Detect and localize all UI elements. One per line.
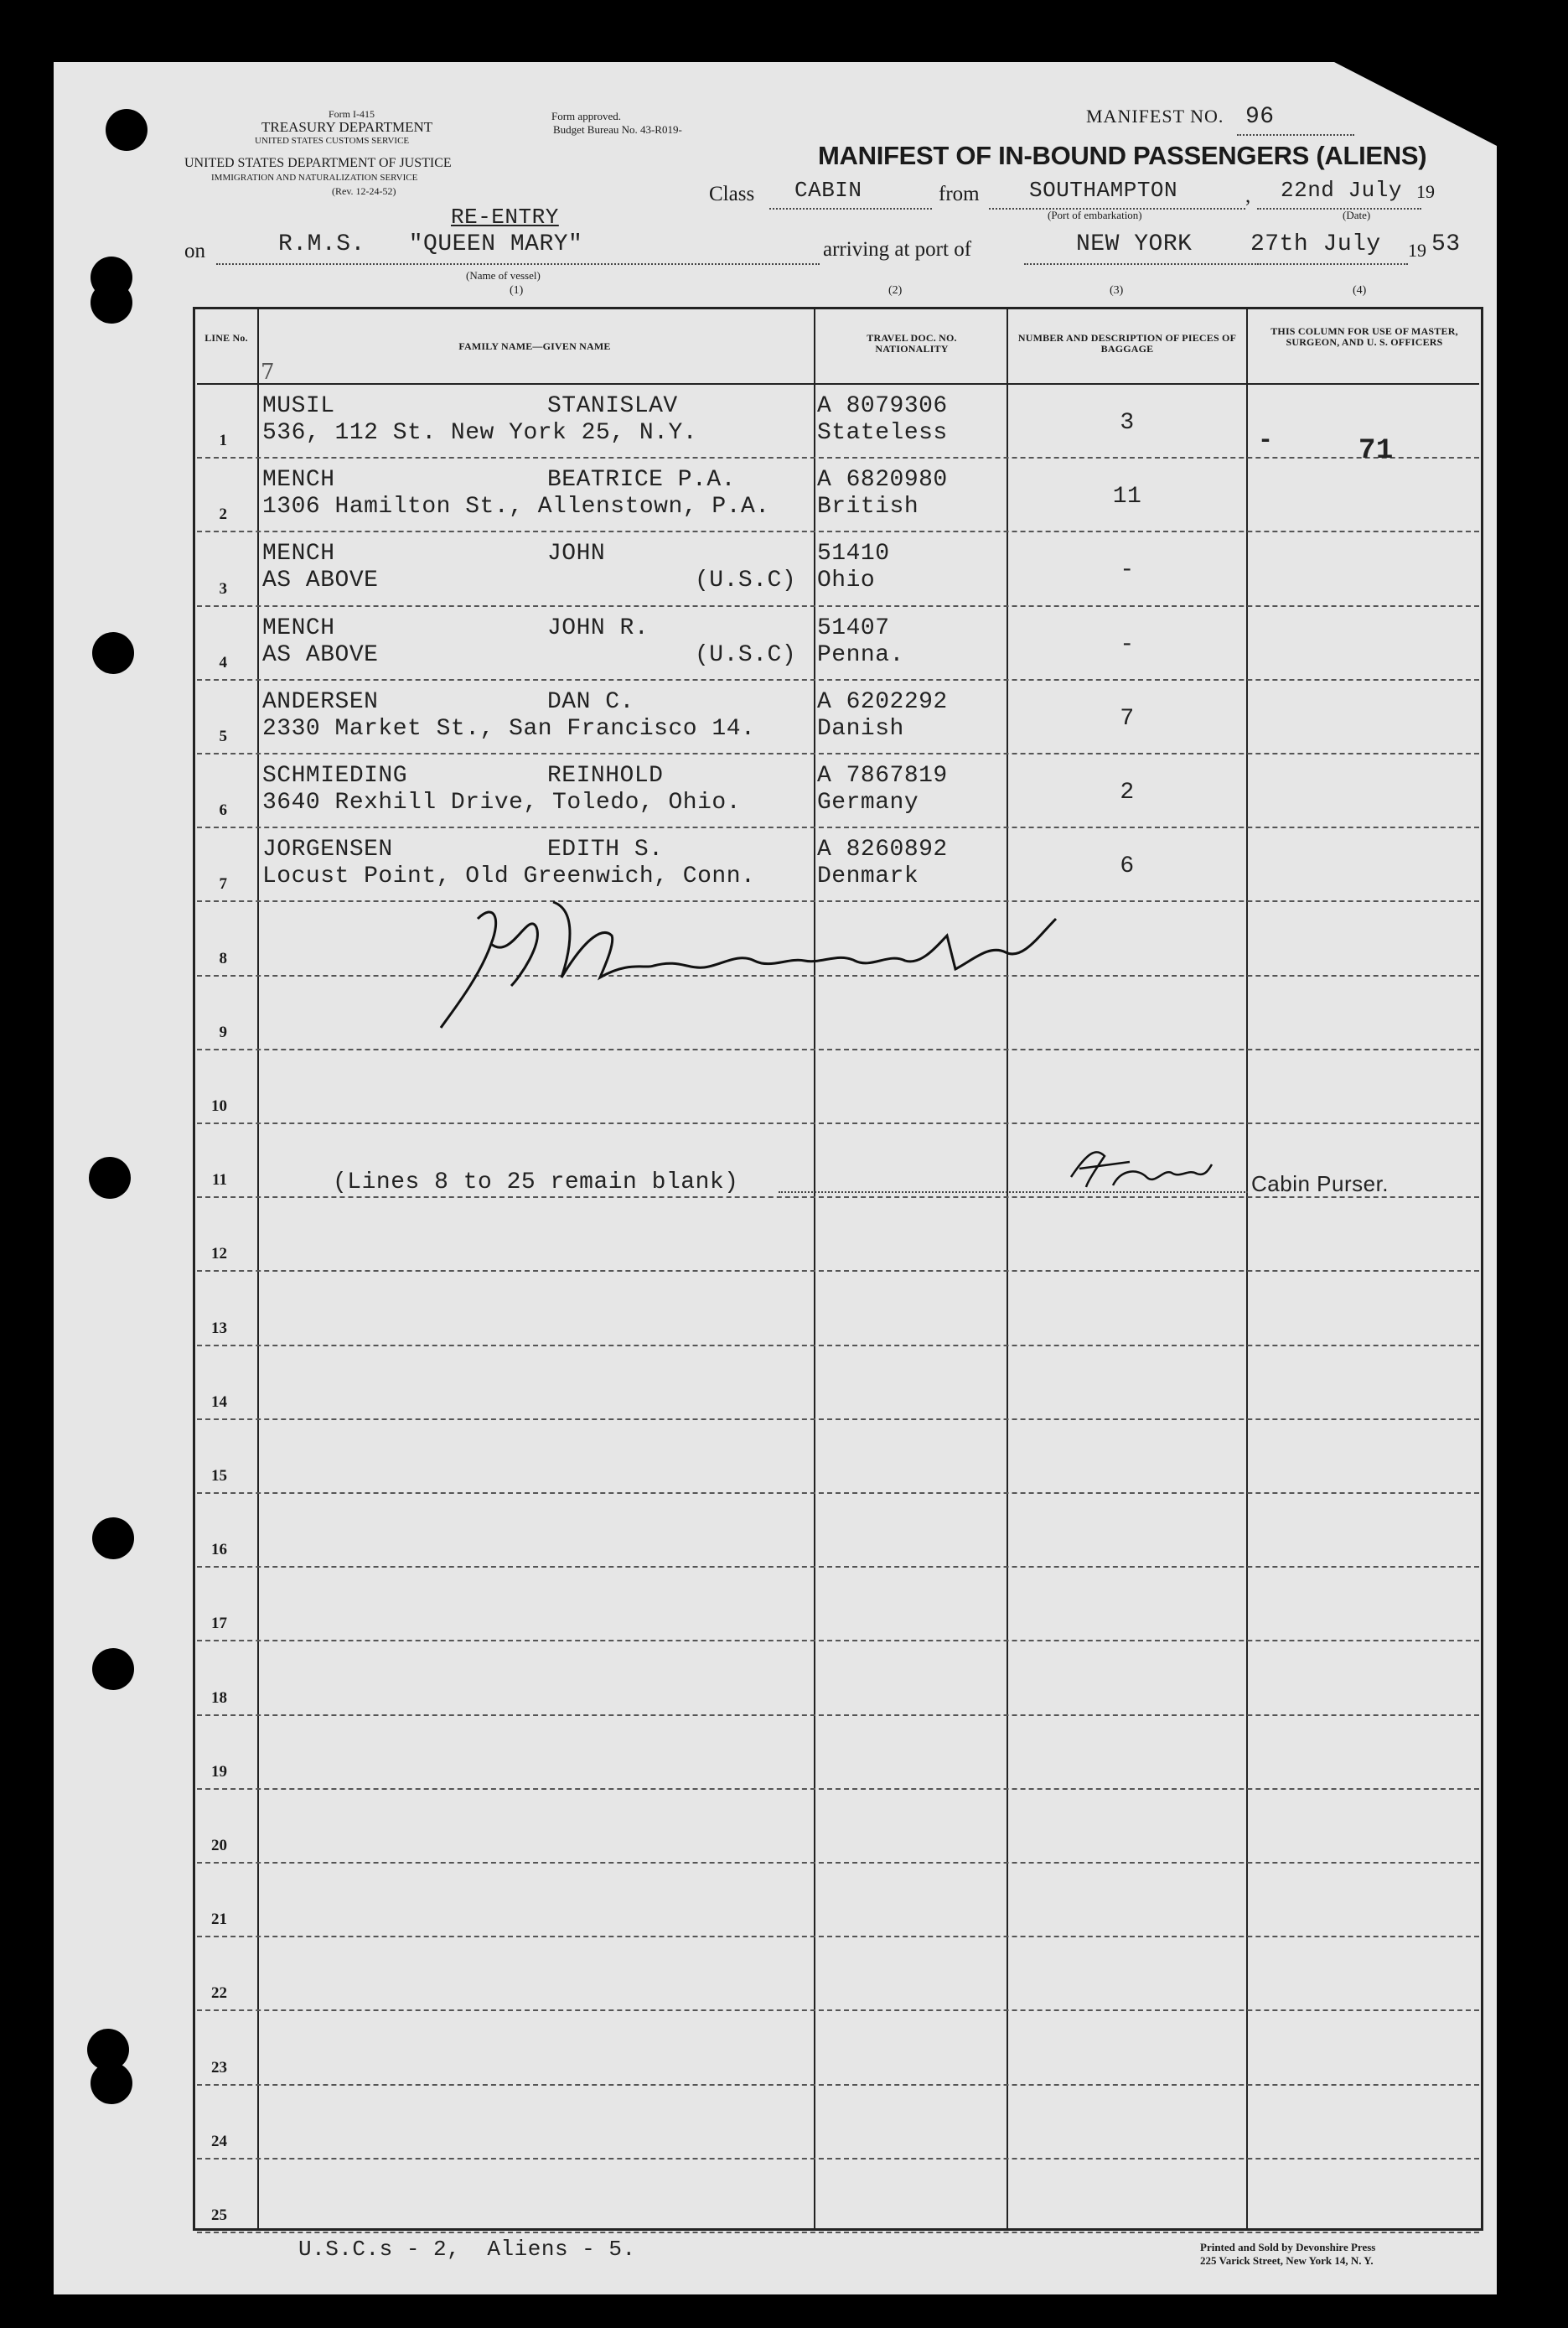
- form-number: Form I-415: [329, 108, 375, 120]
- embarkation-port: SOUTHAMPTON: [1029, 178, 1178, 203]
- from-label: from: [939, 183, 980, 205]
- line-number: 4: [219, 653, 227, 671]
- line-number: 23: [211, 2058, 227, 2077]
- treasury-department: TREASURY DEPARTMENT: [261, 119, 433, 135]
- line-number: 10: [211, 1097, 227, 1115]
- passenger-given-name: REINHOLD: [547, 763, 664, 789]
- class-label: Class: [709, 183, 755, 205]
- vessel-caption: (Name of vessel): [466, 269, 541, 282]
- officer-note-number: 71: [1358, 435, 1394, 467]
- line-number: 22: [211, 1984, 227, 2003]
- nationality: Danish: [817, 715, 904, 742]
- purser-label: Cabin Purser.: [1251, 1171, 1389, 1196]
- arrival-year-prefix: 19: [1408, 240, 1426, 261]
- passenger-family-name: MENCH: [262, 467, 335, 494]
- totals: U.S.C.s - 2, Aliens - 5.: [298, 2237, 636, 2262]
- line-number: 7: [219, 875, 227, 894]
- passenger-family-name: MENCH: [262, 614, 335, 641]
- line-number: 3: [219, 579, 227, 598]
- customs-service: UNITED STATES CUSTOMS SERVICE: [255, 136, 410, 146]
- travel-doc-number: A 8079306: [817, 393, 948, 419]
- line-number: 21: [211, 1911, 227, 1929]
- row-rule: [197, 1936, 1479, 1937]
- baggage-count: 6: [1120, 853, 1135, 880]
- manifest-no-line: [1237, 134, 1354, 136]
- passenger-address: 2330 Market St., San Francisco 14.: [262, 715, 756, 742]
- arrival-year-suffix: 53: [1431, 231, 1461, 257]
- passenger-address: 1306 Hamilton St., Allenstown, P.A.: [262, 494, 770, 521]
- printer-line-2: 225 Varick Street, New York 14, N. Y.: [1200, 2254, 1374, 2267]
- comma: ,: [1245, 184, 1251, 207]
- reentry-stamp: RE-ENTRY: [451, 205, 559, 230]
- line-number: 14: [211, 1392, 227, 1411]
- travel-doc-number: 51407: [817, 614, 890, 641]
- binder-hole: [89, 1157, 131, 1199]
- signature-purser: [1063, 1143, 1214, 1194]
- header-baggage: NUMBER AND DESCRIPTION OF PIECES OF BAGGAGE: [1017, 332, 1237, 355]
- nationality: Denmark: [817, 863, 919, 890]
- class-line: [769, 208, 932, 210]
- line-number: 24: [211, 2132, 227, 2150]
- binder-hole: [92, 1517, 134, 1559]
- col-divider: [257, 309, 259, 2228]
- baggage-count: 11: [1112, 484, 1142, 511]
- line-number: 5: [219, 728, 227, 745]
- line-number: 8: [219, 949, 227, 967]
- line-number: 15: [211, 1467, 227, 1485]
- row-rule: [197, 1640, 1479, 1641]
- line-number: 1: [219, 432, 227, 450]
- date-line: [1257, 208, 1421, 210]
- embarkation-caption: (Port of embarkation): [1048, 209, 1142, 221]
- row-rule: [197, 2158, 1479, 2159]
- passenger-given-name: EDITH S.: [547, 837, 664, 863]
- row-rule: [197, 1418, 1479, 1420]
- line-number: 12: [211, 1245, 227, 1263]
- binder-hole: [106, 109, 147, 151]
- row-rule: [197, 827, 1479, 828]
- usc-marker: (U.S.C): [695, 568, 797, 594]
- arrival-port: NEW YORK: [1076, 231, 1193, 257]
- nationality: Penna.: [817, 641, 904, 668]
- line-number: 2: [219, 506, 227, 524]
- col-num-2: (2): [888, 284, 903, 297]
- ins-service: IMMIGRATION AND NATURALIZATION SERVICE: [211, 173, 418, 183]
- printer-line-1: Printed and Sold by Devonshire Press: [1200, 2241, 1376, 2253]
- departure-date: 22nd July: [1281, 178, 1402, 203]
- manifest-number: 96: [1245, 104, 1275, 130]
- header-officers: THIS COLUMN FOR USE OF MASTER, SURGEON, AND U. S. OFFICERS: [1270, 325, 1458, 348]
- date-caption: (Date): [1343, 209, 1371, 221]
- passenger-given-name: STANISLAV: [547, 393, 678, 419]
- row-rule: [197, 531, 1479, 532]
- passenger-given-name: JOHN R.: [547, 614, 649, 641]
- passenger-address: 536, 112 St. New York 25, N.Y.: [262, 420, 698, 446]
- baggage-count: 2: [1120, 780, 1135, 806]
- row-rule: [197, 679, 1479, 681]
- passenger-table: [193, 307, 1483, 2231]
- row-rule: [197, 1270, 1479, 1272]
- department-of-justice: UNITED STATES DEPARTMENT OF JUSTICE: [184, 156, 452, 170]
- budget-bureau: Budget Bureau No. 43-R019-: [553, 123, 682, 136]
- class-value: CABIN: [794, 178, 862, 203]
- passenger-address: AS ABOVE: [262, 641, 379, 668]
- binder-hole: [91, 282, 132, 324]
- blank-lines-note: (Lines 8 to 25 remain blank): [333, 1169, 739, 1195]
- baggage-count: -: [1120, 557, 1135, 584]
- form-approved: Form approved.: [551, 110, 622, 122]
- row-rule: [197, 2009, 1479, 2011]
- col-num-4: (4): [1353, 284, 1367, 297]
- row-rule: [197, 1714, 1479, 1716]
- row-rule: [197, 2232, 1479, 2233]
- col-divider: [1246, 309, 1248, 2228]
- line-number: 20: [211, 1837, 227, 1854]
- line-number: 13: [211, 1319, 227, 1337]
- line-number: 9: [219, 1023, 227, 1041]
- nationality: Stateless: [817, 420, 948, 446]
- revision-date: (Rev. 12-24-52): [332, 185, 396, 197]
- arrival-port-line: [1024, 263, 1259, 265]
- row-rule: [197, 1788, 1479, 1790]
- passenger-given-name: BEATRICE P.A.: [547, 467, 736, 494]
- line-number: 17: [211, 1615, 227, 1633]
- passenger-address: Locust Point, Old Greenwich, Conn.: [262, 863, 756, 890]
- row-rule: [197, 2084, 1479, 2086]
- col-divider: [814, 309, 815, 2228]
- row-rule: [197, 1862, 1479, 1864]
- arrival-date: 27th July: [1250, 231, 1381, 257]
- line-number: 16: [211, 1541, 227, 1559]
- header-name: FAMILY NAME—GIVEN NAME: [458, 340, 611, 352]
- on-label: on: [184, 240, 205, 262]
- header-rule: [197, 383, 1479, 385]
- travel-doc-number: A 7867819: [817, 763, 948, 789]
- row-rule: [197, 1492, 1479, 1494]
- line-number: 6: [219, 801, 227, 820]
- col-num-3: (3): [1110, 284, 1124, 297]
- line-number: 11: [212, 1171, 227, 1190]
- line-number: 18: [211, 1688, 227, 1707]
- nationality: Germany: [817, 790, 919, 816]
- passenger-address: AS ABOVE: [262, 568, 379, 594]
- passenger-family-name: MENCH: [262, 541, 335, 568]
- passenger-family-name: SCHMIEDING: [262, 763, 408, 789]
- line-number: 19: [211, 1762, 227, 1781]
- passenger-family-name: MUSIL: [262, 393, 335, 419]
- line-number: 25: [211, 2206, 227, 2224]
- baggage-count: 7: [1120, 705, 1135, 732]
- folded-corner: [1334, 62, 1497, 146]
- signature-master: [436, 885, 1123, 1036]
- col-divider: [1007, 309, 1008, 2228]
- row-rule: [197, 1049, 1479, 1050]
- binder-hole: [91, 2062, 132, 2104]
- baggage-count: 3: [1120, 410, 1135, 436]
- row-rule: [197, 1345, 1479, 1346]
- passenger-given-name: DAN C.: [547, 688, 634, 715]
- passenger-address: 3640 Rexhill Drive, Toledo, Ohio.: [262, 790, 741, 816]
- travel-doc-number: A 6820980: [817, 467, 948, 494]
- row-rule: [197, 457, 1479, 459]
- vessel-name: R.M.S. "QUEEN MARY": [278, 231, 583, 257]
- binder-hole: [92, 1648, 134, 1690]
- header-line-no: LINE No.: [204, 332, 248, 344]
- manifest-label: MANIFEST NO.: [1086, 106, 1224, 127]
- arriving-label: arriving at port of: [823, 238, 972, 261]
- passenger-given-name: JOHN: [547, 541, 606, 568]
- usc-marker: (U.S.C): [695, 641, 797, 668]
- passenger-family-name: JORGENSEN: [262, 837, 393, 863]
- travel-doc-number: 51410: [817, 541, 890, 568]
- col-num-1: (1): [510, 284, 524, 297]
- row-rule: [197, 1566, 1479, 1568]
- row-rule: [197, 753, 1479, 754]
- nationality: Ohio: [817, 568, 876, 594]
- travel-doc-number: A 6202292: [817, 688, 948, 715]
- manifest-title: MANIFEST OF IN-BOUND PASSENGERS (ALIENS): [818, 141, 1427, 170]
- departure-year-prefix: 19: [1416, 181, 1435, 202]
- header-travel-doc: TRAVEL DOC. NO. NATIONALITY: [867, 332, 957, 355]
- travel-doc-number: A 8260892: [817, 837, 948, 863]
- row-rule: [197, 1123, 1479, 1124]
- nationality: British: [817, 494, 919, 521]
- baggage-count: -: [1120, 631, 1135, 658]
- officer-note-dash: -: [1258, 427, 1274, 455]
- binder-hole: [92, 632, 134, 674]
- vessel-line: [216, 263, 820, 265]
- passenger-family-name: ANDERSEN: [262, 688, 379, 715]
- row-rule: [197, 605, 1479, 607]
- tally-mark: 7: [261, 360, 276, 385]
- arrival-date-line: [1257, 263, 1408, 265]
